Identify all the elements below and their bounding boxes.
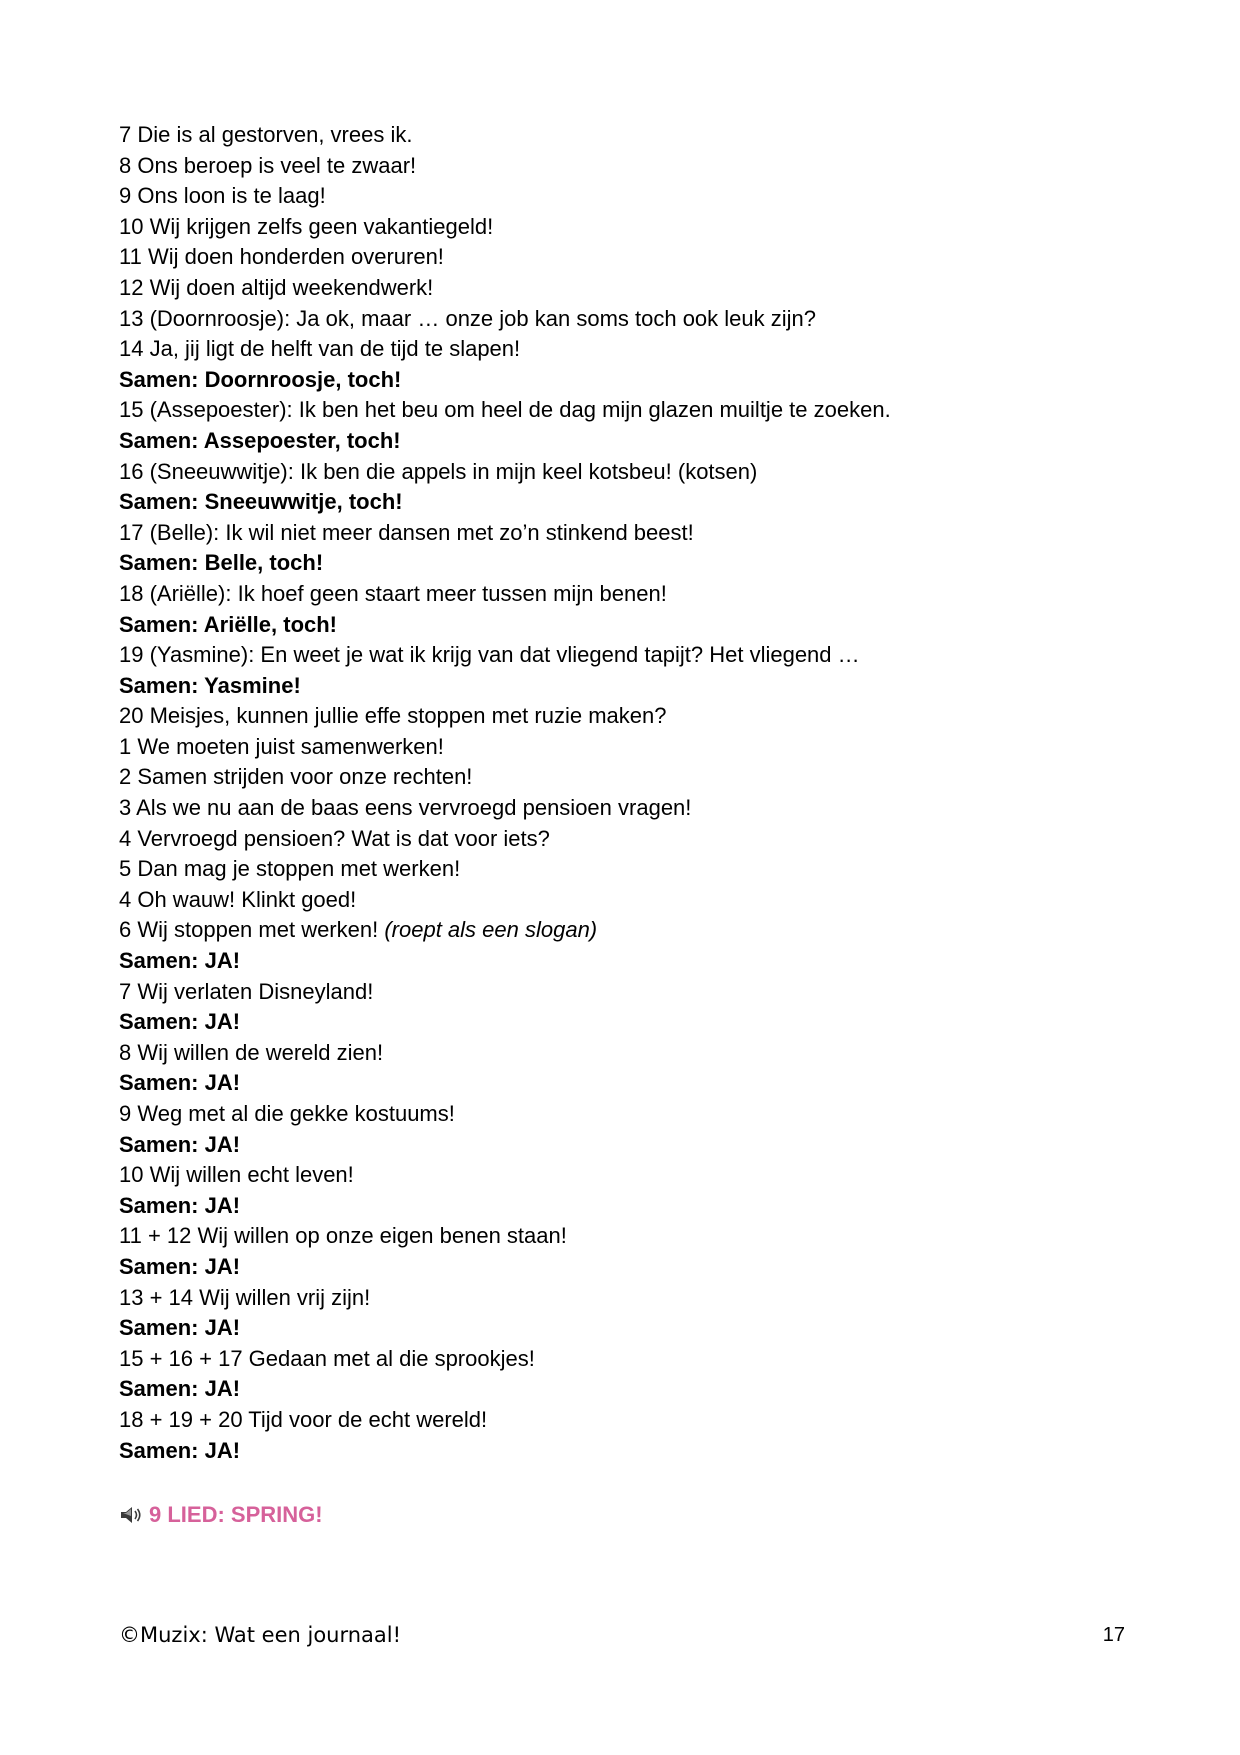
dialogue-line (119, 854, 1129, 885)
line-text: 8 Ons beroep is veel te zwaar! (119, 152, 417, 178)
line-text: Samen: JA! (119, 1131, 241, 1157)
line-text: 7 Wij verlaten Disneyland! (119, 978, 374, 1004)
dialogue-line (119, 762, 1129, 793)
chorus-line (119, 548, 1129, 579)
chorus-line (119, 671, 1129, 702)
line-text: 8 Wij willen de wereld zien! (119, 1039, 384, 1065)
dialogue-line (119, 120, 1129, 151)
line-text: 13 + 14 Wij willen vrij zijn! (119, 1284, 371, 1310)
line-text: 15 (Assepoester): Ik ben het beu om heel de dag mijn glazen muiltje te zoeken. (119, 397, 891, 423)
chorus-line (119, 946, 1129, 977)
line-text: 1 We moeten juist samenwerken! (119, 733, 444, 759)
chorus-line (119, 1374, 1129, 1405)
script-text (119, 120, 1129, 1466)
dialogue-line (119, 732, 1129, 763)
line-text: 12 Wij doen altijd weekendwerk! (119, 274, 434, 300)
line-text: Samen: JA! (119, 1376, 241, 1402)
dialogue-line (119, 1038, 1129, 1069)
line-text: Samen: Doornroosje, toch! (119, 366, 402, 392)
chorus-line (119, 1436, 1129, 1467)
line-text: 4 Oh wauw! Klinkt goed! (119, 886, 357, 912)
footer-copyright: ©Muzix: Wat een journaal! (119, 1623, 402, 1647)
chorus-line (119, 426, 1129, 457)
line-text: 9 Ons loon is te laag! (119, 183, 326, 209)
dialogue-line (119, 1405, 1129, 1436)
line-text: 14 Ja, jij ligt de helft van de tijd te slapen! (119, 336, 521, 362)
line-text: Samen: Sneeuwwitje, toch! (119, 489, 403, 515)
line-text: 18 + 19 + 20 Tijd voor de echt wereld! (119, 1406, 488, 1432)
dialogue-line (119, 457, 1129, 488)
chorus-line (119, 610, 1129, 641)
dialogue-line (119, 1344, 1129, 1375)
speaker-icon (119, 1503, 143, 1523)
dialogue-line (119, 1160, 1129, 1191)
line-text: 19 (Yasmine): En weet je wat ik krijg van dat vliegend tapijt? Het vliegend … (119, 642, 860, 668)
dialogue-line (119, 334, 1129, 365)
stage-direction: (roept als een slogan) (384, 917, 598, 943)
dialogue-line (119, 151, 1129, 182)
dialogue-line (119, 181, 1129, 212)
line-text: 6 Wij stoppen met werken! (119, 917, 385, 943)
chorus-line (119, 1191, 1129, 1222)
dialogue-line (119, 395, 1129, 426)
dialogue-line (119, 1099, 1129, 1130)
line-text: 4 Vervroegd pensioen? Wat is dat voor iets? (119, 825, 550, 851)
line-text: Samen: Assepoester, toch! (119, 427, 401, 453)
song-title: 9 LIED: SPRING! (149, 1502, 323, 1527)
line-text: Samen: Yasmine! (119, 672, 301, 698)
dialogue-line (119, 915, 1129, 946)
dialogue-line (119, 579, 1129, 610)
chorus-line (119, 1252, 1129, 1283)
chorus-line (119, 487, 1129, 518)
page-number: 17 (1102, 1624, 1125, 1646)
line-text: Samen: JA! (119, 1253, 241, 1279)
line-text: 2 Samen strijden voor onze rechten! (119, 764, 473, 790)
line-text: Samen: JA! (119, 948, 241, 974)
line-text: 15 + 16 + 17 Gedaan met al die sprookjes! (119, 1345, 535, 1371)
line-text: 17 (Belle): Ik wil niet meer dansen met zo’n stinkend beest! (119, 519, 694, 545)
line-text: 18 (Ariëlle): Ik hoef geen staart meer tussen mijn benen! (119, 580, 667, 606)
line-text: Samen: JA! (119, 1009, 241, 1035)
dialogue-line (119, 1283, 1129, 1314)
dialogue-line (119, 885, 1129, 916)
line-text: Samen: JA! (119, 1070, 241, 1096)
line-text: 10 Wij willen echt leven! (119, 1162, 354, 1188)
line-text: Samen: JA! (119, 1192, 241, 1218)
dialogue-line (119, 977, 1129, 1008)
chorus-line (119, 1313, 1129, 1344)
dialogue-line (119, 824, 1129, 855)
line-text: Samen: Ariëlle, toch! (119, 611, 338, 637)
dialogue-line (119, 273, 1129, 304)
line-text: Samen: JA! (119, 1437, 241, 1463)
dialogue-line (119, 518, 1129, 549)
dialogue-line (119, 304, 1129, 335)
line-text: 16 (Sneeuwwitje): Ik ben die appels in mijn keel kotsbeu! (kotsen) (119, 458, 758, 484)
chorus-line (119, 1007, 1129, 1038)
line-text: 5 Dan mag je stoppen met werken! (119, 856, 461, 882)
line-text: 9 Weg met al die gekke kostuums! (119, 1101, 455, 1126)
line-text: 13 (Doornroosje): Ja ok, maar … onze job kan soms toch ook leuk zijn? (119, 305, 816, 331)
dialogue-line (119, 640, 1129, 671)
line-text: 11 Wij doen honderden overuren! (119, 244, 444, 270)
dialogue-line (119, 793, 1129, 824)
dialogue-line (119, 701, 1129, 732)
line-text: 10 Wij krijgen zelfs geen vakantiegeld! (119, 213, 494, 239)
line-text: 20 Meisjes, kunnen jullie effe stoppen met ruzie maken? (119, 703, 667, 729)
line-text: Samen: Belle, toch! (119, 550, 324, 576)
dialogue-line (119, 1221, 1129, 1252)
line-text: Samen: JA! (119, 1315, 241, 1341)
dialogue-line (119, 212, 1129, 243)
line-text: 3 Als we nu aan de baas eens vervroegd pensioen vragen! (119, 795, 692, 821)
song-heading (119, 1500, 323, 1530)
dialogue-line (119, 242, 1129, 273)
chorus-line (119, 1130, 1129, 1161)
chorus-line (119, 365, 1129, 396)
line-text: 11 + 12 Wij willen op onze eigen benen staan! (119, 1223, 567, 1249)
line-text: 7 Die is al gestorven, vrees ik. (119, 122, 413, 147)
chorus-line (119, 1068, 1129, 1099)
